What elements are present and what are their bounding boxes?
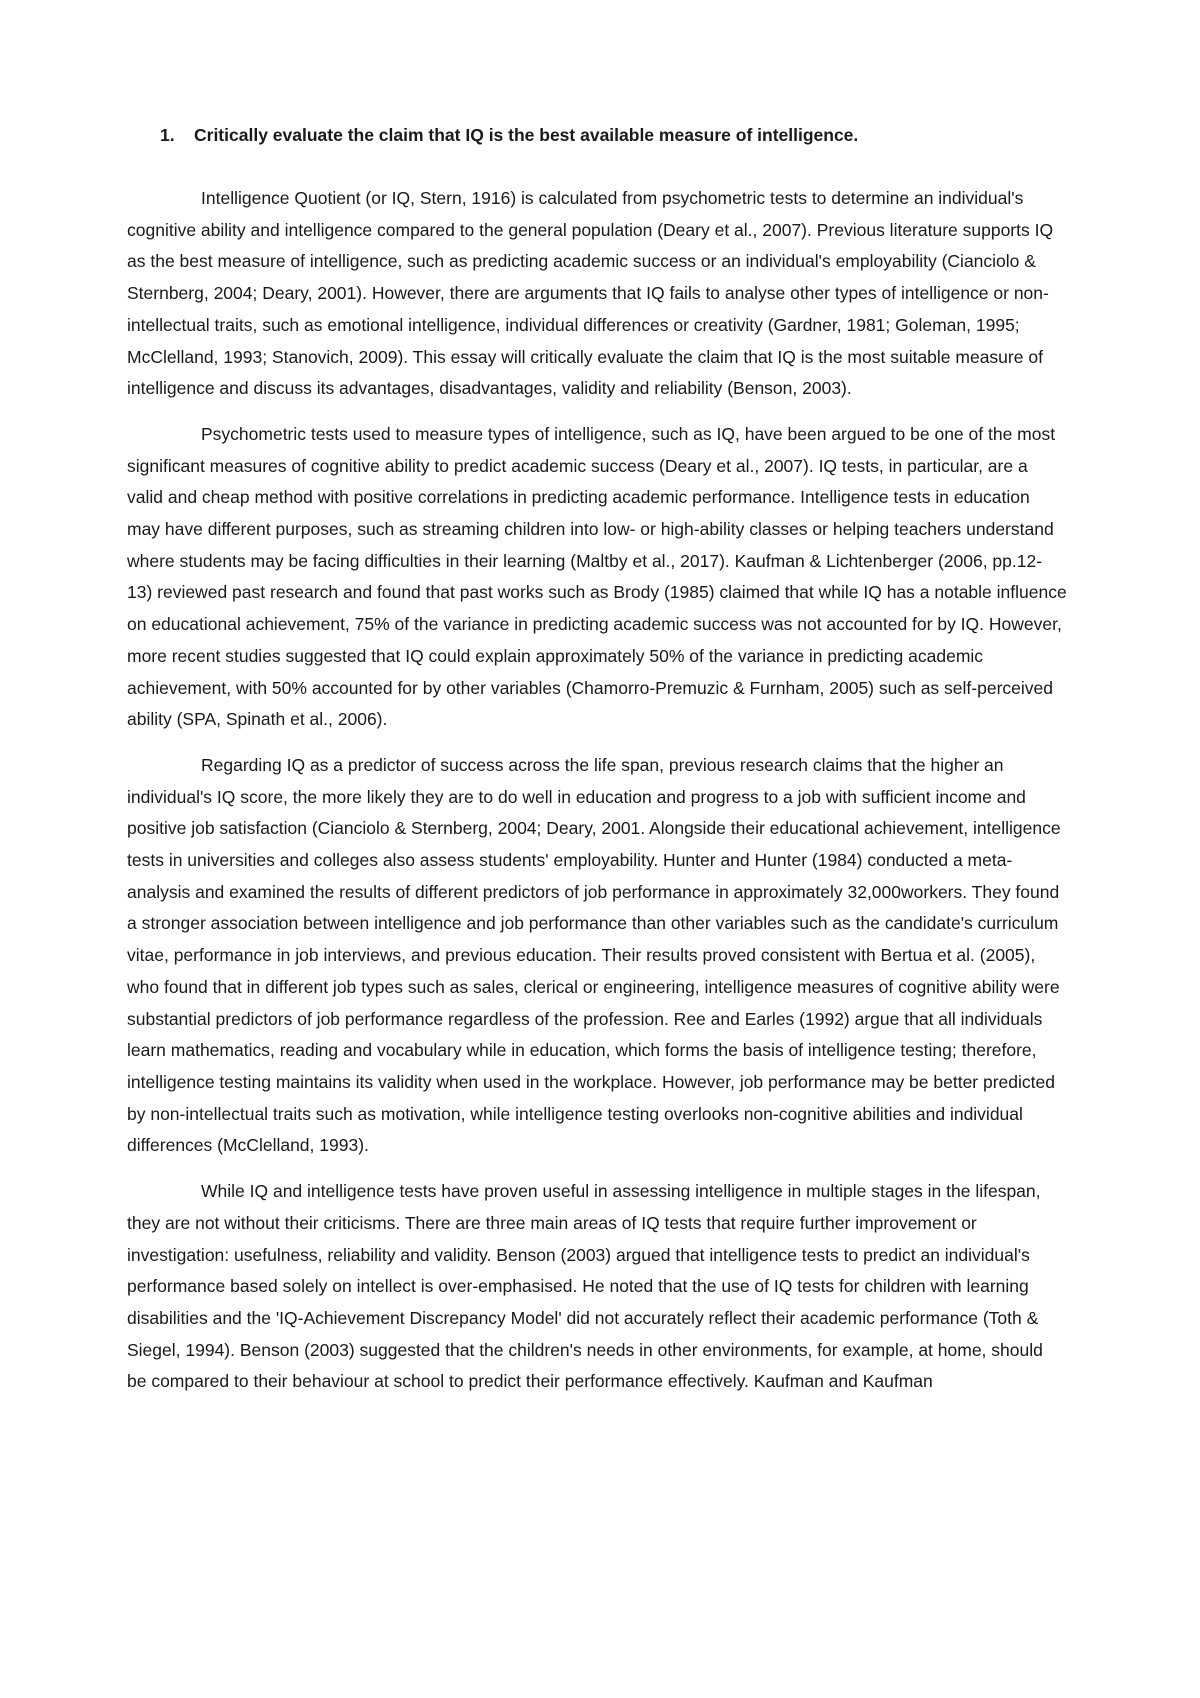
paragraph-introduction: Intelligence Quotient (or IQ, Stern, 1916) is calculated from psychometric tests to determine an individual's cognitive ability and intelligence compared to the general population (Deary et al., 2007). Previous literature supports IQ as the best measure of intelligence, such as predicting academic success or an individual's employability (Cianciolo & Sternberg, 2004; Deary, 2001). However, there are arguments that IQ fails to analyse other types of intelligence or non-intellectual traits, such as emotional intelligence, individual differences or creativity (Gardner, 1981; Goleman, 1995; McClelland, 1993; Stanovich, 2009). This essay will critically evaluate the claim that IQ is the most suitable measure of intelligence and discuss its advantages, disadvantages, validity and reliability (Benson, 2003). [127,188,1054,399]
paragraph-life-span-success: Regarding IQ as a predictor of success across the life span, previous research claims that the higher an individual's IQ score, the more likely they are to do well in education and progress to a job with sufficient income and positive job satisfaction (Cianciolo & Sternberg, 2004; Deary, 2001. Alongside their educational achievement, intelligence tests in universities and colleges also assess students' employability. Hunter and Hunter (1984) conducted a meta-analysis and examined the results of different predictors of job performance in approximately 32,000workers. They found a stronger association between intelligence and job performance than other variables such as the candidate's curriculum vitae, performance in job interviews, and previous education. Their results proved consistent with Bertua et al. (2005), who found that in different job types such as sales, clerical or engineering, intelligence measures of cognitive ability were substantial predictors of job performance regardless of the profession. Ree and Earles (1992) argue that all individuals learn mathematics, reading and vocabulary while in education, which forms the basis of intelligence testing; therefore, intelligence testing maintains its validity when used in the workplace. However, job performance may be better predicted by non-intellectual traits such as motivation, while intelligence testing overlooks non-cognitive abilities and individual differences (McClelland, 1993). [127,754,1061,1156]
heading-number: 1. [160,125,175,145]
paragraph-criticisms: While IQ and intelligence tests have proven useful in assessing intelligence in multiple stages in the lifespan, they are not without their criticisms. There are three main areas of IQ tests that require further improvement or investigation: usefulness, reliability and validity. Benson (2003) argued that intelligence tests to predict an individual's performance based solely on intellect is over-emphasised. He noted that the use of IQ tests for children with learning disabilities and the 'IQ-Achievement Discrepancy Model' did not accurately reflect their academic performance (Toth & Siegel, 1994). Benson (2003) suggested that the children's needs in other environments, for example, at home, should be compared to their behaviour at school to predict their performance effectively. Kaufman and Kaufman [127,1181,1043,1392]
question-heading [127,124,1067,146]
heading-text: Critically evaluate the claim that IQ is the best available measure of intelligence. [194,125,859,145]
document-body [127,124,1067,1412]
paragraph-academic-success: Psychometric tests used to measure types of intelligence, such as IQ, have been argued to be one of the most significant measures of cognitive ability to predict academic success (Deary et al., 2007). IQ tests, in particular, are a valid and cheap method with positive correlations in predicting academic performance. Intelligence tests in education may have different purposes, such as streaming children into low- or high-ability classes or helping teachers understand where students may be facing difficulties in their learning (Maltby et al., 2017). Kaufman & Lichtenberger (2006, pp.12-13) reviewed past research and found that past works such as Brody (1985) claimed that while IQ has a notable influence on educational achievement, 75% of the variance in predicting academic success was not accounted for by IQ. However, more recent studies suggested that IQ could explain approximately 50% of the variance in predicting academic achievement, with 50% accounted for by other variables (Chamorro-Premuzic & Furnham, 2005) such as self-perceived ability (SPA, Spinath et al., 2006). [127,423,1067,730]
